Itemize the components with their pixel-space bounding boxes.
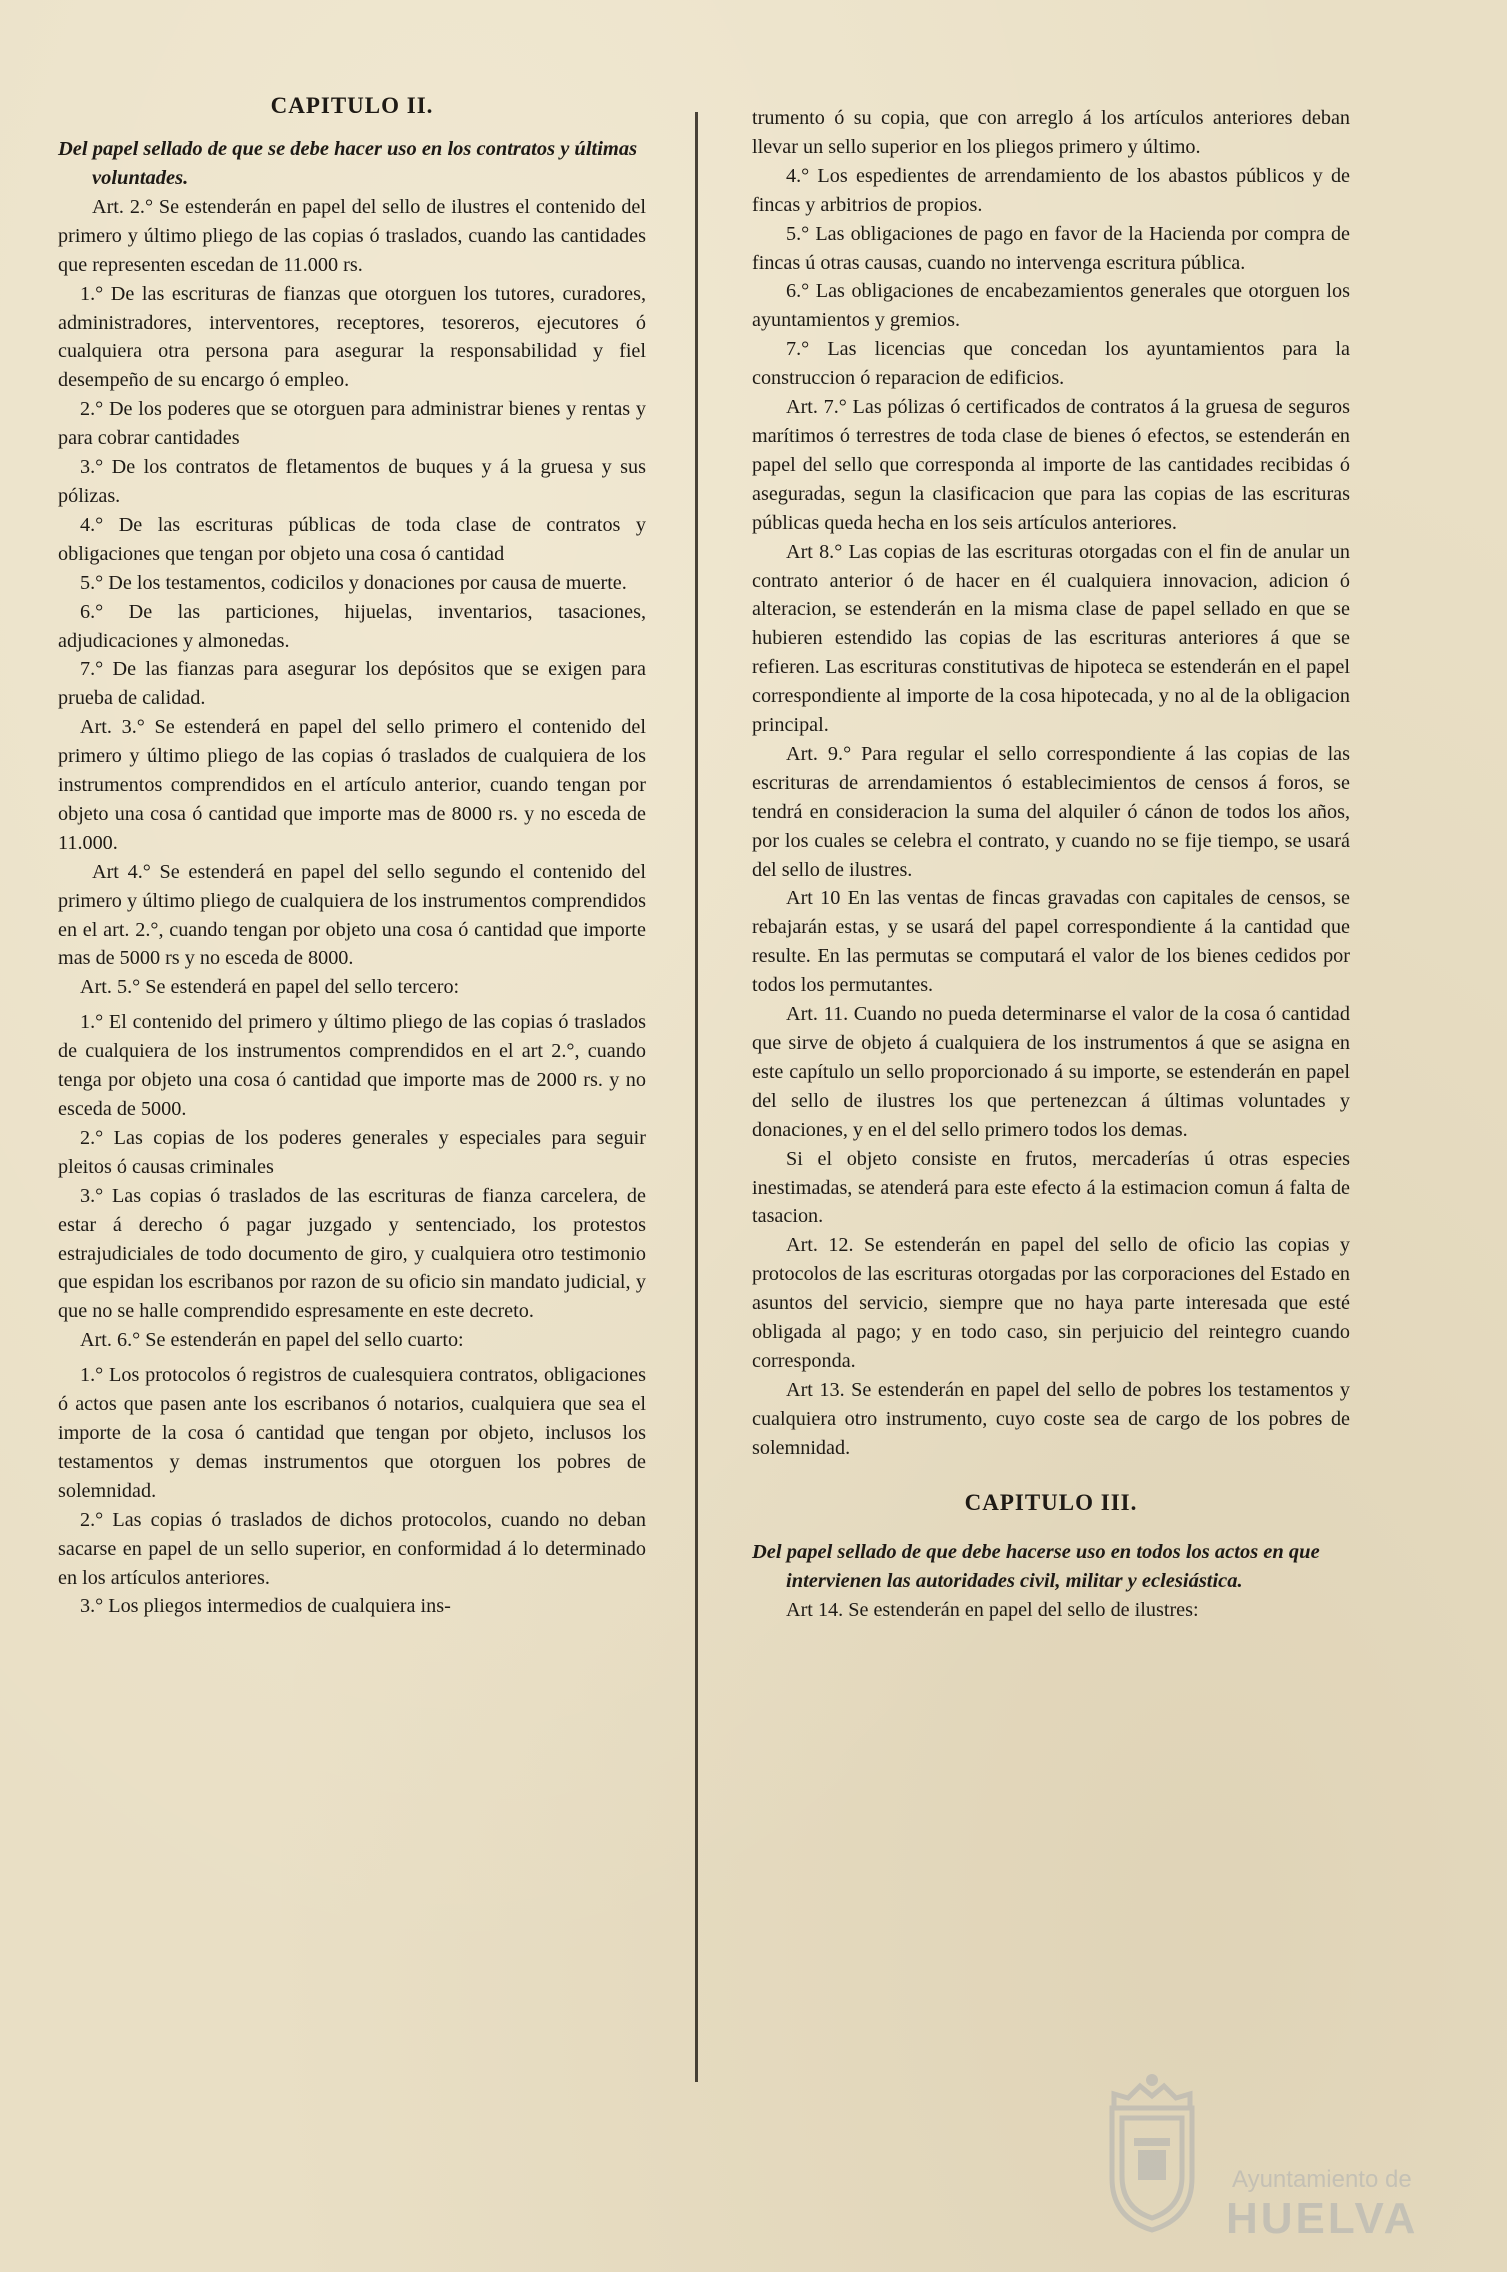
paragraph: 1.° De las escrituras de fianzas que otorguen los tutores, curadores, administradores, interventores, receptores, tesoreros, ejecutores ó cualquiera otra persona para asegurar la responsabilidad y fiel desempeño de su encargo ó empleo. <box>58 282 646 392</box>
watermark-logo <box>1092 2068 1432 2248</box>
paragraph: 4.° Los espedientes de arrendamiento de los abastos públicos y de fincas y arbitrios de propios. <box>752 164 1350 216</box>
paragraph: 7.° Las licencias que concedan los ayuntamientos para la construccion ó reparacion de edificios. <box>752 338 1350 390</box>
paragraph: trumento ó su copia, que con arreglo á los artículos anteriores deban llevar un sello superior en los pliegos primero y último. <box>752 107 1350 158</box>
paragraph: Art. 6.° Se estenderán en papel del sello cuarto: <box>80 1329 464 1352</box>
paragraph: 5.° De los testamentos, codicilos y donaciones por causa de muerte. <box>80 571 627 594</box>
paragraph: Si el objeto consiste en frutos, mercaderías ú otras especies inestimadas, se atenderá para este efecto á la estimacion comun á falta de tasacion. <box>752 1147 1350 1228</box>
paragraph: Art 14. Se estenderán en papel del sello de ilustres: <box>786 1598 1199 1621</box>
chapter-3-title: CAPITULO III. <box>964 1489 1138 1515</box>
paragraph: Art 13. Se estenderán en papel del sello de pobres los testamentos y cualquiera otro instrumento, cuyo coste sea de cargo de los pobres de solemnidad. <box>752 1378 1350 1459</box>
chapter-2-subtitle: Del papel sellado de que se debe hacer uso en los contratos y últimas voluntades. <box>58 137 638 189</box>
paragraph: 3.° De los contratos de fletamentos de buques y á la gruesa y sus pólizas. <box>58 456 646 507</box>
paragraph: 2.° Las copias ó traslados de dichos protocolos, cuando no deban sacarse en papel de un sello superior, en conformidad á lo determinado en los artículos anteriores. <box>58 1508 646 1589</box>
chapter-2-title: CAPITULO II. <box>270 93 434 118</box>
paragraph: Art. 3.° Se estenderá en papel del sello primero el contenido del primero y último pliego de las copias ó traslados de cualquiera de los instrumentos comprendidos en el artículo anterior, cuando tengan por objeto una cosa ó cantidad que importe mas de 8000 rs. y no esceda de 11.000. <box>58 716 646 854</box>
column-divider <box>695 112 698 2082</box>
paragraph: 2.° De los poderes que se otorguen para administrar bienes y rentas y para cobrar cantidades <box>58 398 646 450</box>
paragraph: 7.° De las fianzas para asegurar los depósitos que se exigen para prueba de calidad. <box>58 658 646 710</box>
paragraph: 6.° De las particiones, hijuelas, inventarios, tasaciones, adjudicaciones y almonedas. <box>58 600 646 652</box>
left-column <box>58 88 646 1621</box>
right-column <box>752 104 1350 1624</box>
paragraph: Art 8.° Las copias de las escrituras otorgadas con el fin de anular un contrato anterior ó de hacer en él cualquiera innovacion, adicion ó alteracion, se estenderán en la misma clase de papel sellado en que se hubieren estendido las copias de las escrituras anteriores á que se refieren. Las escrituras constitutivas de hipoteca se estenderán en el papel correspondiente al importe de la cosa hipotecada, y no al de la obligacion principal. <box>752 540 1350 737</box>
paragraph: Art. 12. Se estenderán en papel del sello de oficio las copias y protocolos de las escrituras otorgadas por las corporaciones del Estado en asuntos del servicio, siempre que no haya parte interesada que esté obligada al pago; y en todo caso, sin perjuicio del reintegro cuando corresponda. <box>752 1234 1350 1372</box>
chapter-3-subtitle: Del papel sellado de que debe hacerse uso en todos los actos en que intervienen las autoridades civil, militar y eclesiástica. <box>752 1540 1320 1592</box>
paragraph: 1.° Los protocolos ó registros de cualesquiera contratos, obligaciones ó actos que pasen ante los escribanos ó notarios, cualquiera que sea el importe de la cosa ó cantidad que tengan por objeto, inclusos los testamentos y demas instrumentos que otorguen los pobres de solemnidad. <box>58 1364 646 1502</box>
paragraph: 3.° Las copias ó traslados de las escrituras de fianza carcelera, de estar á derecho ó pagar juzgado y sentenciado, los protestos estrajudiciales de todo documento de giro, y cualquiera otro testimonio que espidan los escribanos por razon de su oficio sin mandato judicial, y que no se halle comprendido espresamente en este decreto. <box>58 1184 646 1323</box>
paragraph: Art 10 En las ventas de fincas gravadas con capitales de censos, se rebajarán estas, y se usará del papel correspondiente á la cantidad que resulte. En las permutas se computará el valor de los bienes cedidos por todos los permutantes. <box>752 887 1350 997</box>
paragraph: Art. 2.° Se estenderán en papel del sello de ilustres el contenido del primero y último pliego de las copias ó traslados, cuando las cantidades que representen escedan de 11.000 rs. <box>58 195 646 276</box>
paragraph: Art. 5.° Se estenderá en papel del sello tercero: <box>80 976 460 999</box>
paragraph: 1.° El contenido del primero y último pliego de las copias ó traslados de cualquiera de los instrumentos comprendidos en el art 2.°, cuando tenga por objeto una cosa ó cantidad que importe mas de 2000 rs. y no esceda de 5000. <box>58 1011 646 1120</box>
watermark-line-1: Ayuntamiento de <box>1232 2166 1412 2193</box>
paragraph: 3.° Los pliegos intermedios de cualquiera ins- <box>80 1595 451 1618</box>
paragraph: 5.° Las obligaciones de pago en favor de la Hacienda por compra de fincas ú otras causas, cuando no intervenga escritura pública. <box>752 222 1350 274</box>
paragraph: Art. 9.° Para regular el sello correspondiente á las copias de las escrituras de arrendamientos ó establecimientos de censos á foros, se tendrá en consideracion la suma del alquiler ó cánon de todos los años, por los cuales se celebra el contrato, y cuando no se fije tiempo, se usará del sello de ilustres. <box>752 742 1350 881</box>
watermark-line-2: HUELVA <box>1226 2194 1419 2243</box>
paragraph: 2.° Las copias de los poderes generales y especiales para seguir pleitos ó causas criminales <box>58 1126 646 1178</box>
paragraph: Art. 11. Cuando no pueda determinarse el valor de la cosa ó cantidad que sirve de objeto á cualquiera de los instrumentos á que se asigna en este capítulo un sello proporcionado á su importe, se estenderán en papel del sello de ilustres los que pertenezcan á últimas voluntades y donaciones, y en el del sello primero todos los demas. <box>752 1003 1350 1141</box>
paragraph: 4.° De las escrituras públicas de toda clase de contratos y obligaciones que tengan por objeto una cosa ó cantidad <box>58 513 646 565</box>
paragraph: Art. 7.° Las pólizas ó certificados de contratos á la gruesa de seguros marítimos ó terrestres de toda clase de bienes ó efectos, se estenderán en papel del sello que corresponda al importe de las cantidades recibidas ó aseguradas, segun la clasificacion que para las copias de las escrituras públicas queda hecha en los seis artículos anteriores. <box>752 396 1350 534</box>
paragraph: Art 4.° Se estenderá en papel del sello segundo el contenido del primero y último pliego de cualquiera de los instrumentos comprendidos en el art. 2.°, cuando tengan por objeto una cosa ó cantidad que importe mas de 5000 rs y no esceda de 8000. <box>58 860 646 970</box>
coat-of-arms-icon <box>1092 2068 1212 2238</box>
paragraph: 6.° Las obligaciones de encabezamientos generales que otorguen los ayuntamientos y gremios. <box>752 280 1350 332</box>
